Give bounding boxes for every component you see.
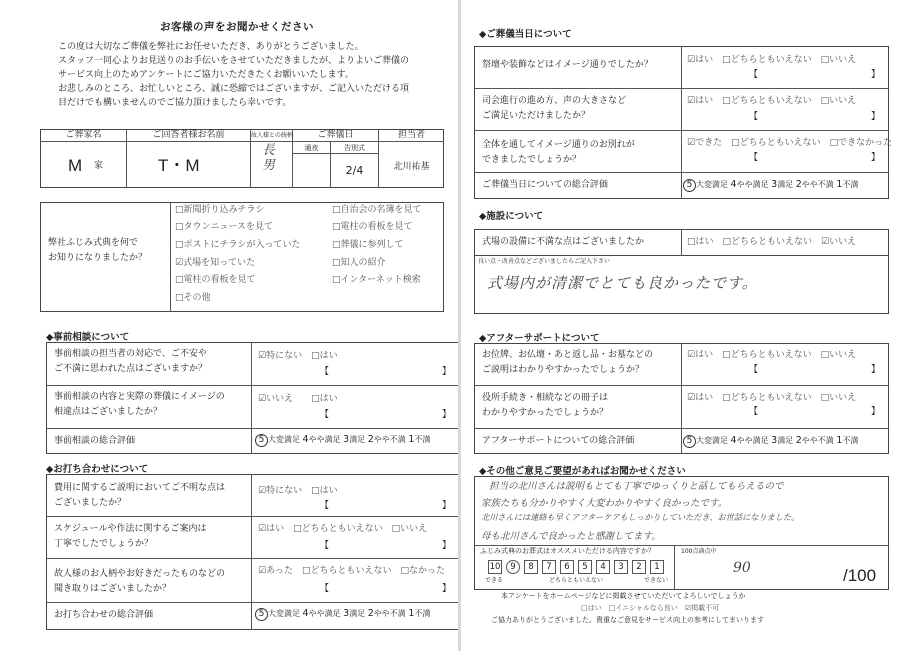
source-option[interactable]: □知人の紹介 [332, 258, 386, 268]
bracket-left: 【 [749, 407, 759, 417]
source-option[interactable]: □その他 [175, 293, 211, 303]
intro-line: スタッフ一同心よりお見送りのお手伝いをさせていただきましたが、よりよいご葬儀の [58, 56, 410, 66]
meeting-q3: 故人様のお人柄やお好きだったものなどの [54, 569, 226, 579]
source-option[interactable]: □タウンニュースを見て [175, 222, 274, 232]
after-q2: わかりやすかったでしょうか？ [482, 408, 609, 418]
survey-title: お客様の声をお聞かせください [160, 21, 314, 33]
section-consult-title: ◆事前相談について [46, 332, 130, 343]
meeting-q1-options[interactable]: ☑特にない □はい [258, 486, 338, 496]
header-family: ご葬家名 [65, 130, 102, 140]
scale-cell[interactable]: 8 [524, 560, 538, 574]
score-max: /100 [843, 566, 877, 585]
header-respondent: ご回答者様お名前 [152, 130, 225, 140]
scale-cell[interactable]: 6 [560, 560, 574, 574]
scale-cell[interactable]: 2 [632, 560, 646, 574]
bracket-left: 【 [320, 501, 330, 511]
header-funeral: 告別式 [344, 144, 365, 152]
bracket-left: 【 [749, 365, 759, 375]
meeting-overall-label: お打ち合わせの総合評価 [54, 610, 154, 620]
source-option[interactable]: □葬儀に参列して [332, 240, 404, 250]
header-date: ご葬儀日 [317, 130, 354, 140]
day-q2: 司会進行の進め方、声の大きさなど [482, 96, 627, 106]
meeting-q2: スケジュールや作法に関するご案内は [54, 524, 207, 534]
family-suffix: 家 [94, 161, 104, 171]
scale-end-right: できない [644, 577, 669, 584]
facility-comment: 式場内が清潔でとても良かったです。 [487, 274, 758, 292]
scale-cell[interactable]: 1 [650, 560, 664, 574]
scale-cell-selected[interactable]: 9 [506, 560, 520, 574]
bracket-left: 【 [320, 584, 330, 594]
publish-question: 本アンケートをホームページなどに掲載させていただいてよろしいでしょうか [501, 592, 746, 600]
day-rating[interactable]: 5 大変満足 4やや満足 3満足 2やや不満 1不満 [683, 179, 858, 192]
recommend-label: ふじみ式典のお葬式はオススメいただける内容ですか？ [480, 547, 655, 555]
after-overall-label: アフターサポートについての総合評価 [482, 436, 635, 446]
consult-rating[interactable]: 5 大変満足 4やや満足 3満足 2やや不満 1不満 [255, 434, 430, 447]
source-option[interactable]: □インターネット検索 [332, 275, 421, 285]
bracket-right: 】 [871, 153, 881, 163]
rating-5-selected[interactable]: 5 [255, 608, 268, 621]
meeting-q2: 丁寧でしたでしょうか？ [54, 539, 154, 549]
facility-q1: 式場の設備に不満な点はございましたか [482, 237, 645, 247]
bracket-right: 】 [871, 365, 881, 375]
scale-end-mid: どちらともいえない [549, 577, 604, 584]
intro-line: お悲しみのところ、お忙しいところ、誠に恐縮ではございますが、ご記入いただける項 [58, 84, 410, 94]
bracket-right: 】 [871, 407, 881, 417]
day-q2: ご満足いただけましたか？ [482, 111, 591, 121]
header-relation: 故人様との続柄 [251, 132, 294, 139]
respondent-name: T・M [158, 156, 200, 175]
scale-cell[interactable]: 5 [578, 560, 592, 574]
bracket-left: 【 [749, 112, 759, 122]
scale-cell[interactable]: 7 [542, 560, 556, 574]
other-comment-line: 北川さんには連絡も早くアフターケアもしっかりしていただき、お世話になりました。 [481, 512, 800, 522]
bracket-left: 【 [320, 367, 330, 377]
day-q2-options[interactable]: ☑はい □どちらともいえない □いいえ [687, 96, 857, 106]
day-q3: 全体を通してイメージ通りのお別れが [482, 140, 635, 150]
intro-line: この度は大切なご葬儀を弊社にお任せいただき、ありがとうございました。 [58, 42, 364, 52]
consult-q1: 事前相談の担当者の対応で、ご不安や [54, 349, 207, 359]
section-meeting-title: ◆お打ち合わせについて [46, 464, 149, 475]
scale-cell[interactable]: 3 [614, 560, 628, 574]
intro-line: サービス向上のためアンケートにご協力いただきたくお願いいたします。 [58, 70, 354, 80]
rating-5-selected[interactable]: 5 [683, 179, 696, 192]
relation-value: 長男 [262, 143, 276, 173]
scale-cell[interactable]: 10 [489, 562, 501, 572]
consult-q1: ご不満に思われた点はございますか？ [54, 364, 208, 374]
day-q1-options[interactable]: ☑はい □どちらともいえない □いいえ [687, 55, 857, 65]
family-name: M [68, 156, 83, 175]
rating-5-selected[interactable]: 5 [255, 434, 268, 447]
section-after-title: ◆アフターサポートについて [479, 333, 600, 344]
after-q2-options[interactable]: ☑はい □どちらともいえない □いいえ [687, 393, 857, 403]
intro-line: 目だけでも構いませんのでご協力頂けましたら幸いです。 [58, 98, 292, 108]
bracket-left: 【 [749, 153, 759, 163]
source-question: 弊社ふじみ式典を何で [48, 238, 139, 248]
source-option[interactable]: □電柱の看板を見て [175, 275, 256, 285]
meeting-q3: 聞き取りはございましたか？ [54, 584, 172, 594]
consult-q2-options[interactable]: ☑いいえ □はい [258, 394, 338, 404]
publish-options[interactable]: □はい □イニシャルなら良い ☑掲載不可 [581, 604, 720, 612]
source-question: お知りになりましたか？ [48, 253, 148, 263]
bracket-left: 【 [749, 70, 759, 80]
section-facility-title: ◆施設について [479, 211, 544, 222]
after-q1-options[interactable]: ☑はい □どちらともいえない □いいえ [687, 350, 857, 360]
section-other-title: ◆その他ご意見ご要望があればお聞かせください [479, 466, 686, 477]
after-q1: ご説明はわかりやすかったでしょうか？ [482, 365, 645, 375]
bracket-left: 【 [320, 541, 330, 551]
after-q1: お位牌、お仏壇・あと返し品・お墓などの [482, 350, 654, 360]
day-q3-options[interactable]: ☑できた □どちらともいえない □できなかった [687, 138, 893, 148]
bracket-left: 【 [320, 410, 330, 420]
bracket-right: 】 [442, 584, 452, 594]
source-option[interactable]: □自治会の名簿を見て [332, 205, 422, 215]
bracket-right: 】 [442, 410, 452, 420]
score-value: 90 [733, 560, 751, 576]
thanks-message: ご協力ありがとうございました。貴重なご意見をサービス向上の参考にしてまいります [491, 616, 764, 624]
facility-note-label: 良い点・改善点などございましたらご記入下さい [478, 258, 611, 265]
meeting-rating[interactable]: 5 大変満足 4やや満足 3満足 2やや不満 1不満 [255, 608, 430, 621]
day-q1: 祭壇や装飾などはイメージ通りでしたか？ [482, 60, 653, 70]
header-staff: 担当者 [397, 130, 425, 140]
score-label: 100点満点中 [681, 548, 717, 555]
survey-page-right [461, 0, 911, 651]
source-option[interactable]: □ポストにチラシが入っていた [175, 240, 301, 250]
other-comment-line: 担当の北川さんは説明もとても丁寧でゆっくりと話してもらえるので [489, 481, 784, 492]
consult-q2: 事前相談の内容と実際の葬儀にイメージの [54, 392, 225, 402]
source-option[interactable]: □新聞折り込みチラシ [175, 205, 265, 215]
meeting-q1: 費用に関するご説明においてご不明な点は [54, 483, 226, 493]
section-day-title: ◆ご葬儀当日について [479, 29, 572, 40]
rating-5-selected[interactable]: 5 [683, 435, 696, 448]
meeting-q1: ございましたか？ [54, 498, 127, 508]
bracket-right: 】 [442, 367, 452, 377]
consult-overall-label: 事前相談の総合評価 [54, 436, 136, 446]
funeral-date: 2/4 [345, 164, 364, 177]
header-wake: 通夜 [304, 144, 319, 152]
day-q3: できましたでしょうか？ [482, 155, 582, 165]
other-comment-line: 家族たちも分かりやすく大変わかりやすく良かったです。 [481, 498, 728, 509]
bracket-right: 】 [871, 112, 881, 122]
scale-end-left: できる [485, 577, 504, 584]
consult-q2: 相違点はございましたか？ [54, 407, 163, 417]
source-option[interactable]: ☑式場を知っていた [175, 258, 256, 268]
day-overall-label: ご葬儀当日についての総合評価 [482, 180, 608, 190]
bracket-right: 】 [442, 541, 452, 551]
meeting-q3-options[interactable]: ☑あった □どちらともいえない □なかった [258, 566, 445, 576]
after-q2: 役所手続き・相続などの冊子は [482, 393, 609, 403]
bracket-right: 】 [442, 501, 452, 511]
other-comment-line: 母も北川さんで良かったと感謝してます。 [481, 531, 661, 542]
scale-cell[interactable]: 4 [596, 560, 610, 574]
consult-q1-options[interactable]: ☑特にない □はい [258, 351, 338, 361]
bracket-right: 】 [871, 70, 881, 80]
source-option[interactable]: □電柱の看板を見て [332, 222, 413, 232]
facility-q1-options[interactable]: □はい □どちらともいえない ☑いいえ [687, 237, 857, 247]
after-rating[interactable]: 5 大変満足 4やや満足 3満足 2やや不満 1不満 [683, 435, 858, 448]
staff-name: 北川祐基 [393, 162, 430, 172]
meeting-q2-options[interactable]: ☑はい □どちらともいえない □いいえ [258, 524, 428, 534]
